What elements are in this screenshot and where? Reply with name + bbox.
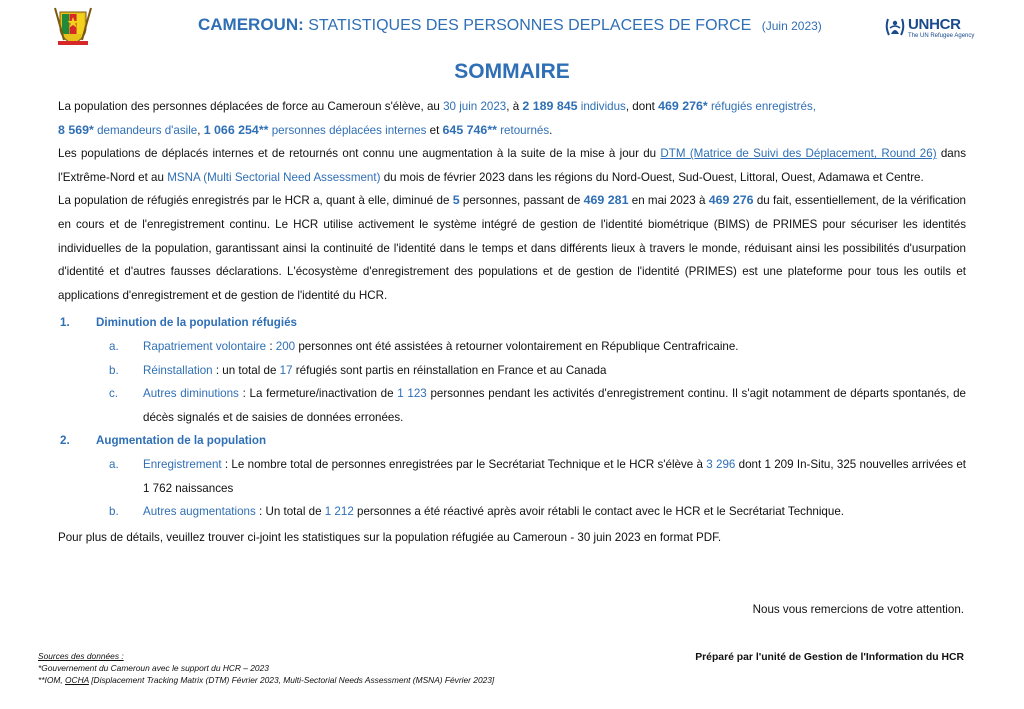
list-item: c. Autres diminutions : La fermeture/inactivation de 1 123 personnes pendant les activités d'enregistrement continu. Il s'agit notamment de départs spontanés, de décès signalés et de saisies de données erronées. [109, 387, 966, 424]
update-paragraph: Les populations de déplacés internes et de retournés ont connu une augmentation à la suite de la mise à jour du DTM (Matrice de Suivi des Déplacement, Round 26) dans l'Extrême-Nord et au MSNA (Multi Sectorial Need Assessment) du mois de février 2023 dans les régions du Nord-Ouest, Sud-Ouest, Littoral, Ouest, Adamawa et Centre. [58, 147, 967, 184]
section-heading: SOMMAIRE [454, 60, 570, 83]
country-name: CAMEROUN: [198, 15, 304, 34]
source-line: **IOM, OCHA [Displacement Tracking Matrix (DTM) Février 2023, Multi-Sectorial Needs Assessment (MSNA) Février 2023] [38, 675, 495, 685]
section-number: 2. [60, 434, 70, 448]
unhcr-name: UNHCR [908, 16, 961, 33]
sources-heading: Sources des données : [38, 651, 124, 661]
asylum-seekers-count: 8 569* [58, 122, 94, 137]
dtm-link[interactable]: DTM (Matrice de Suivi des Déplacement, Round 26) [660, 147, 937, 161]
section-decrease [58, 311, 966, 335]
list-item: a. Enregistrement : Le nombre total de personnes enregistrées par le Secrétariat Technique et le HCR s'élève à 3 296 dont 1 209 In-Situ, 325 nouvelles arrivées et 1 762 naissances [109, 457, 966, 495]
section-increase [58, 429, 966, 453]
intro-paragraph: La population des personnes déplacées de force au Cameroun s'élève, au 30 juin 2023, à 2 189 845 individus, dont 469 276* réfugiés enregistrés, 8 569* demandeurs d'asile, 1 066 254** personnes déplacées internes et 645 746** retournés. [58, 99, 816, 137]
page-header [0, 0, 1024, 50]
section-title: Diminution de la population réfugiés [96, 316, 297, 330]
msna-text: MSNA (Multi Sectorial Need Assessment) [167, 170, 381, 184]
unhcr-emblem-icon [884, 15, 906, 39]
source-line: *Gouvernement du Cameroun avec le support du HCR – 2023 [38, 663, 269, 673]
report-date: 30 juin 2023 [443, 100, 507, 113]
title-text: STATISTIQUES DES PERSONNES DEPLACEES DE FORCE [308, 17, 752, 34]
unhcr-logo [884, 14, 974, 44]
list-item: b. Autres augmentations : Un total de 1 212 personnes a été réactivé après avoir rétabli le contact avec le HCR et le Secrétariat Technique. [109, 505, 844, 519]
list-item: b. Réinstallation : un total de 17 réfugiés sont partis en réinstallation en France et au Canada [109, 363, 607, 377]
section-title: Augmentation de la population [96, 434, 267, 448]
refugee-change-paragraph: La population de réfugiés enregistrés par le HCR a, quant à elle, diminué de 5 personnes, passant de 469 281 en mai 2023 à 469 276 du fait, essentiellement, de la vérification en cours et de l'enregistrement continu. Le HCR utilise activement le système intégré de gestion de l'identité biométrique (BIMS) de PRIMES pour sécuriser les identités individuelles de la population, garantissant ainsi la continuité de l'identité dans le temps et dans différents lieux à travers le monde, réduisant ainsi les possibilités d'usurpation d'identité et d'autres fausses déclarations. L'écosystème d'enregistrement des populations et de gestion de l'identité (PRIMES) est une plateforme pour tous les outils et applications d'enregistrement et de gestion de l'identité du HCR. [58, 193, 966, 302]
sources-footnote [38, 650, 598, 686]
list-item: a. Rapatriement volontaire : 200 personnes ont été assistées à retourner volontairement en République Centrafricaine. [109, 339, 739, 353]
unhcr-tagline: The UN Refugee Agency [908, 33, 975, 39]
cameroon-coat-of-arms-icon [52, 4, 94, 46]
decrease-count: 5 [452, 193, 460, 208]
prepared-by: Préparé par l'unité de Gestion de l'Information du HCR [695, 652, 964, 663]
section-number: 1. [60, 316, 70, 330]
total-population: 2 189 845 [522, 99, 578, 113]
details-paragraph: Pour plus de détails, veuillez trouver ci-joint les statistiques sur la population réfugiée au Cameroun - 30 juin 2023 en format PDF. [58, 530, 722, 544]
report-title [198, 15, 822, 35]
idp-count: 1 066 254** [203, 122, 269, 137]
may-count: 469 281 [583, 193, 629, 208]
june-count: 469 276 [708, 193, 754, 208]
title-date: (Juin 2023) [761, 19, 822, 33]
returnees-count: 645 746** [442, 122, 497, 137]
closing-line: Nous vous remercions de votre attention. [752, 603, 964, 616]
refugees-count: 469 276* [658, 99, 708, 113]
document-body [58, 95, 966, 549]
ocha-text: OCHA [65, 675, 89, 685]
